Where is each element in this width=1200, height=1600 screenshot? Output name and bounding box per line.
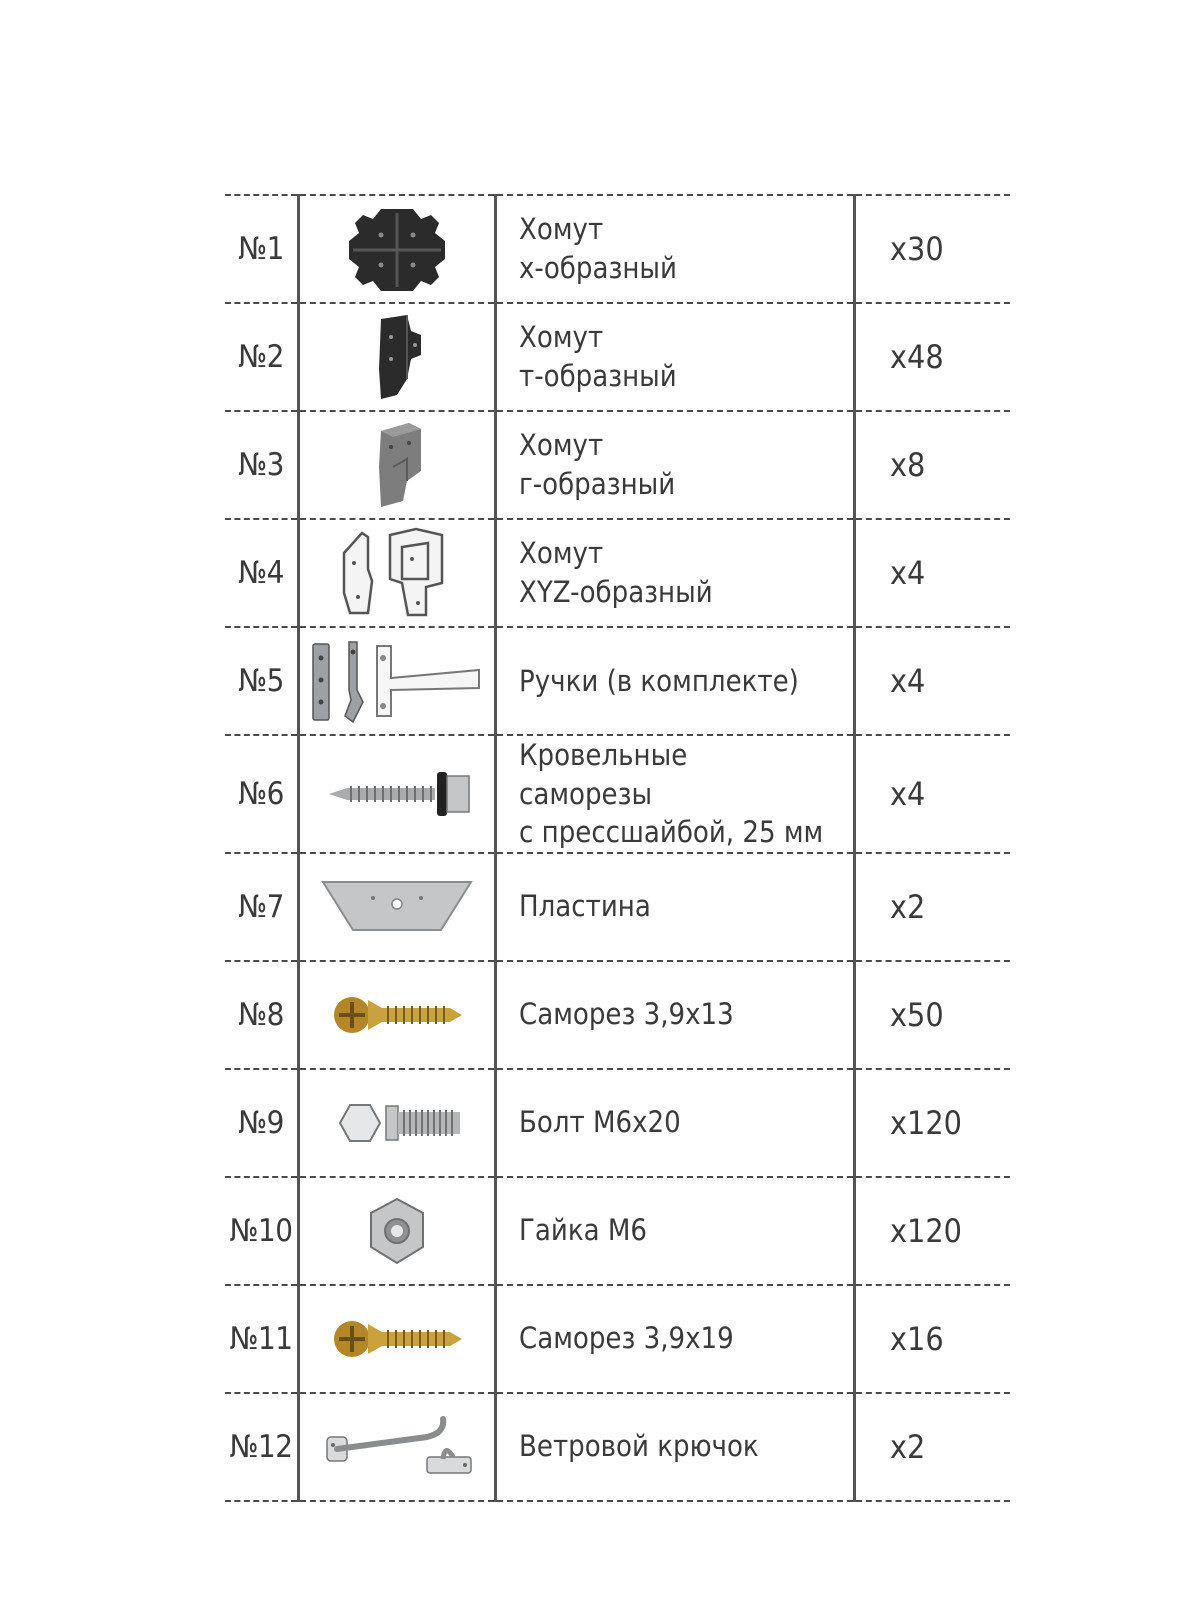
part-number: №10 xyxy=(225,1177,299,1285)
table-row xyxy=(225,1069,1010,1177)
part-number: №5 xyxy=(225,627,299,735)
plate-icon xyxy=(299,853,496,961)
part-name-line: х-образный xyxy=(519,251,677,285)
part-name xyxy=(496,735,855,853)
part-name xyxy=(496,519,855,627)
part-name-line: Болт М6х20 xyxy=(519,1105,681,1140)
table-row xyxy=(225,627,1010,735)
part-name-line: Гайка М6 xyxy=(519,1213,647,1248)
parts-table-body xyxy=(225,195,1010,1501)
table-row xyxy=(225,195,1010,303)
part-name xyxy=(496,195,855,303)
part-name-line: с прессшайбой, 25 мм xyxy=(519,815,824,850)
self-tapping-screw-icon xyxy=(299,961,496,1069)
table-row xyxy=(225,303,1010,411)
part-number: №8 xyxy=(225,961,299,1069)
part-name-line: Саморез 3,9х13 xyxy=(519,997,734,1032)
part-name xyxy=(496,303,855,411)
part-number: №9 xyxy=(225,1069,299,1177)
part-number: №3 xyxy=(225,411,299,519)
t-shaped-clamp-icon xyxy=(299,303,496,411)
part-name-line: Ветровой крючок xyxy=(519,1429,759,1464)
part-number: №11 xyxy=(225,1285,299,1393)
handles-set-icon xyxy=(299,627,496,735)
part-number: №12 xyxy=(225,1393,299,1501)
part-name-line: саморезы xyxy=(519,776,653,811)
part-name xyxy=(496,1393,855,1501)
bolt-icon xyxy=(299,1069,496,1177)
part-name-line: Хомут xyxy=(519,320,604,355)
part-name-line: Хомут xyxy=(519,428,604,463)
xyz-clamp-icon xyxy=(299,519,496,627)
part-name-line: Саморез 3,9х19 xyxy=(519,1321,734,1356)
part-name-line: т-образный xyxy=(519,359,677,393)
table-row xyxy=(225,1177,1010,1285)
table-row xyxy=(225,1285,1010,1393)
part-quantity: x30 xyxy=(855,195,1011,303)
part-number: №7 xyxy=(225,853,299,961)
part-quantity: x2 xyxy=(855,853,1011,961)
part-quantity: x48 xyxy=(855,303,1011,411)
roofing-screw-icon xyxy=(299,735,496,853)
part-quantity: x8 xyxy=(855,411,1011,519)
part-number: №6 xyxy=(225,735,299,853)
part-name-line: Пластина xyxy=(519,889,651,924)
wind-hook-icon xyxy=(299,1393,496,1501)
part-quantity: x120 xyxy=(855,1069,1011,1177)
table-row xyxy=(225,961,1010,1069)
self-tapping-screw-icon xyxy=(299,1285,496,1393)
part-name-line: XYZ-образный xyxy=(519,575,713,609)
table-row xyxy=(225,853,1010,961)
part-name-line: Кровельные xyxy=(519,738,688,772)
part-quantity: x50 xyxy=(855,961,1011,1069)
part-quantity: x4 xyxy=(855,627,1011,735)
nut-icon xyxy=(299,1177,496,1285)
part-name xyxy=(496,961,855,1069)
part-number: №4 xyxy=(225,519,299,627)
part-quantity: x2 xyxy=(855,1393,1011,1501)
part-name xyxy=(496,1177,855,1285)
part-quantity: x120 xyxy=(855,1177,1011,1285)
part-name-line: Ручки (в комплекте) xyxy=(519,663,799,698)
part-quantity: x4 xyxy=(855,519,1011,627)
table-row xyxy=(225,1393,1010,1501)
x-shaped-clamp-icon xyxy=(299,195,496,303)
part-name-line: г-образный xyxy=(519,467,676,501)
part-number: №1 xyxy=(225,195,299,303)
parts-table xyxy=(225,194,1010,1502)
part-name-line: Хомут xyxy=(519,212,604,247)
l-shaped-clamp-icon xyxy=(299,411,496,519)
part-name xyxy=(496,1285,855,1393)
part-name xyxy=(496,411,855,519)
table-row xyxy=(225,519,1010,627)
part-quantity: x16 xyxy=(855,1285,1011,1393)
part-name xyxy=(496,853,855,961)
part-quantity: x4 xyxy=(855,735,1011,853)
part-name xyxy=(496,627,855,735)
part-name-line: Хомут xyxy=(519,536,604,571)
table-row xyxy=(225,411,1010,519)
part-name xyxy=(496,1069,855,1177)
part-number: №2 xyxy=(225,303,299,411)
table-row xyxy=(225,735,1010,853)
